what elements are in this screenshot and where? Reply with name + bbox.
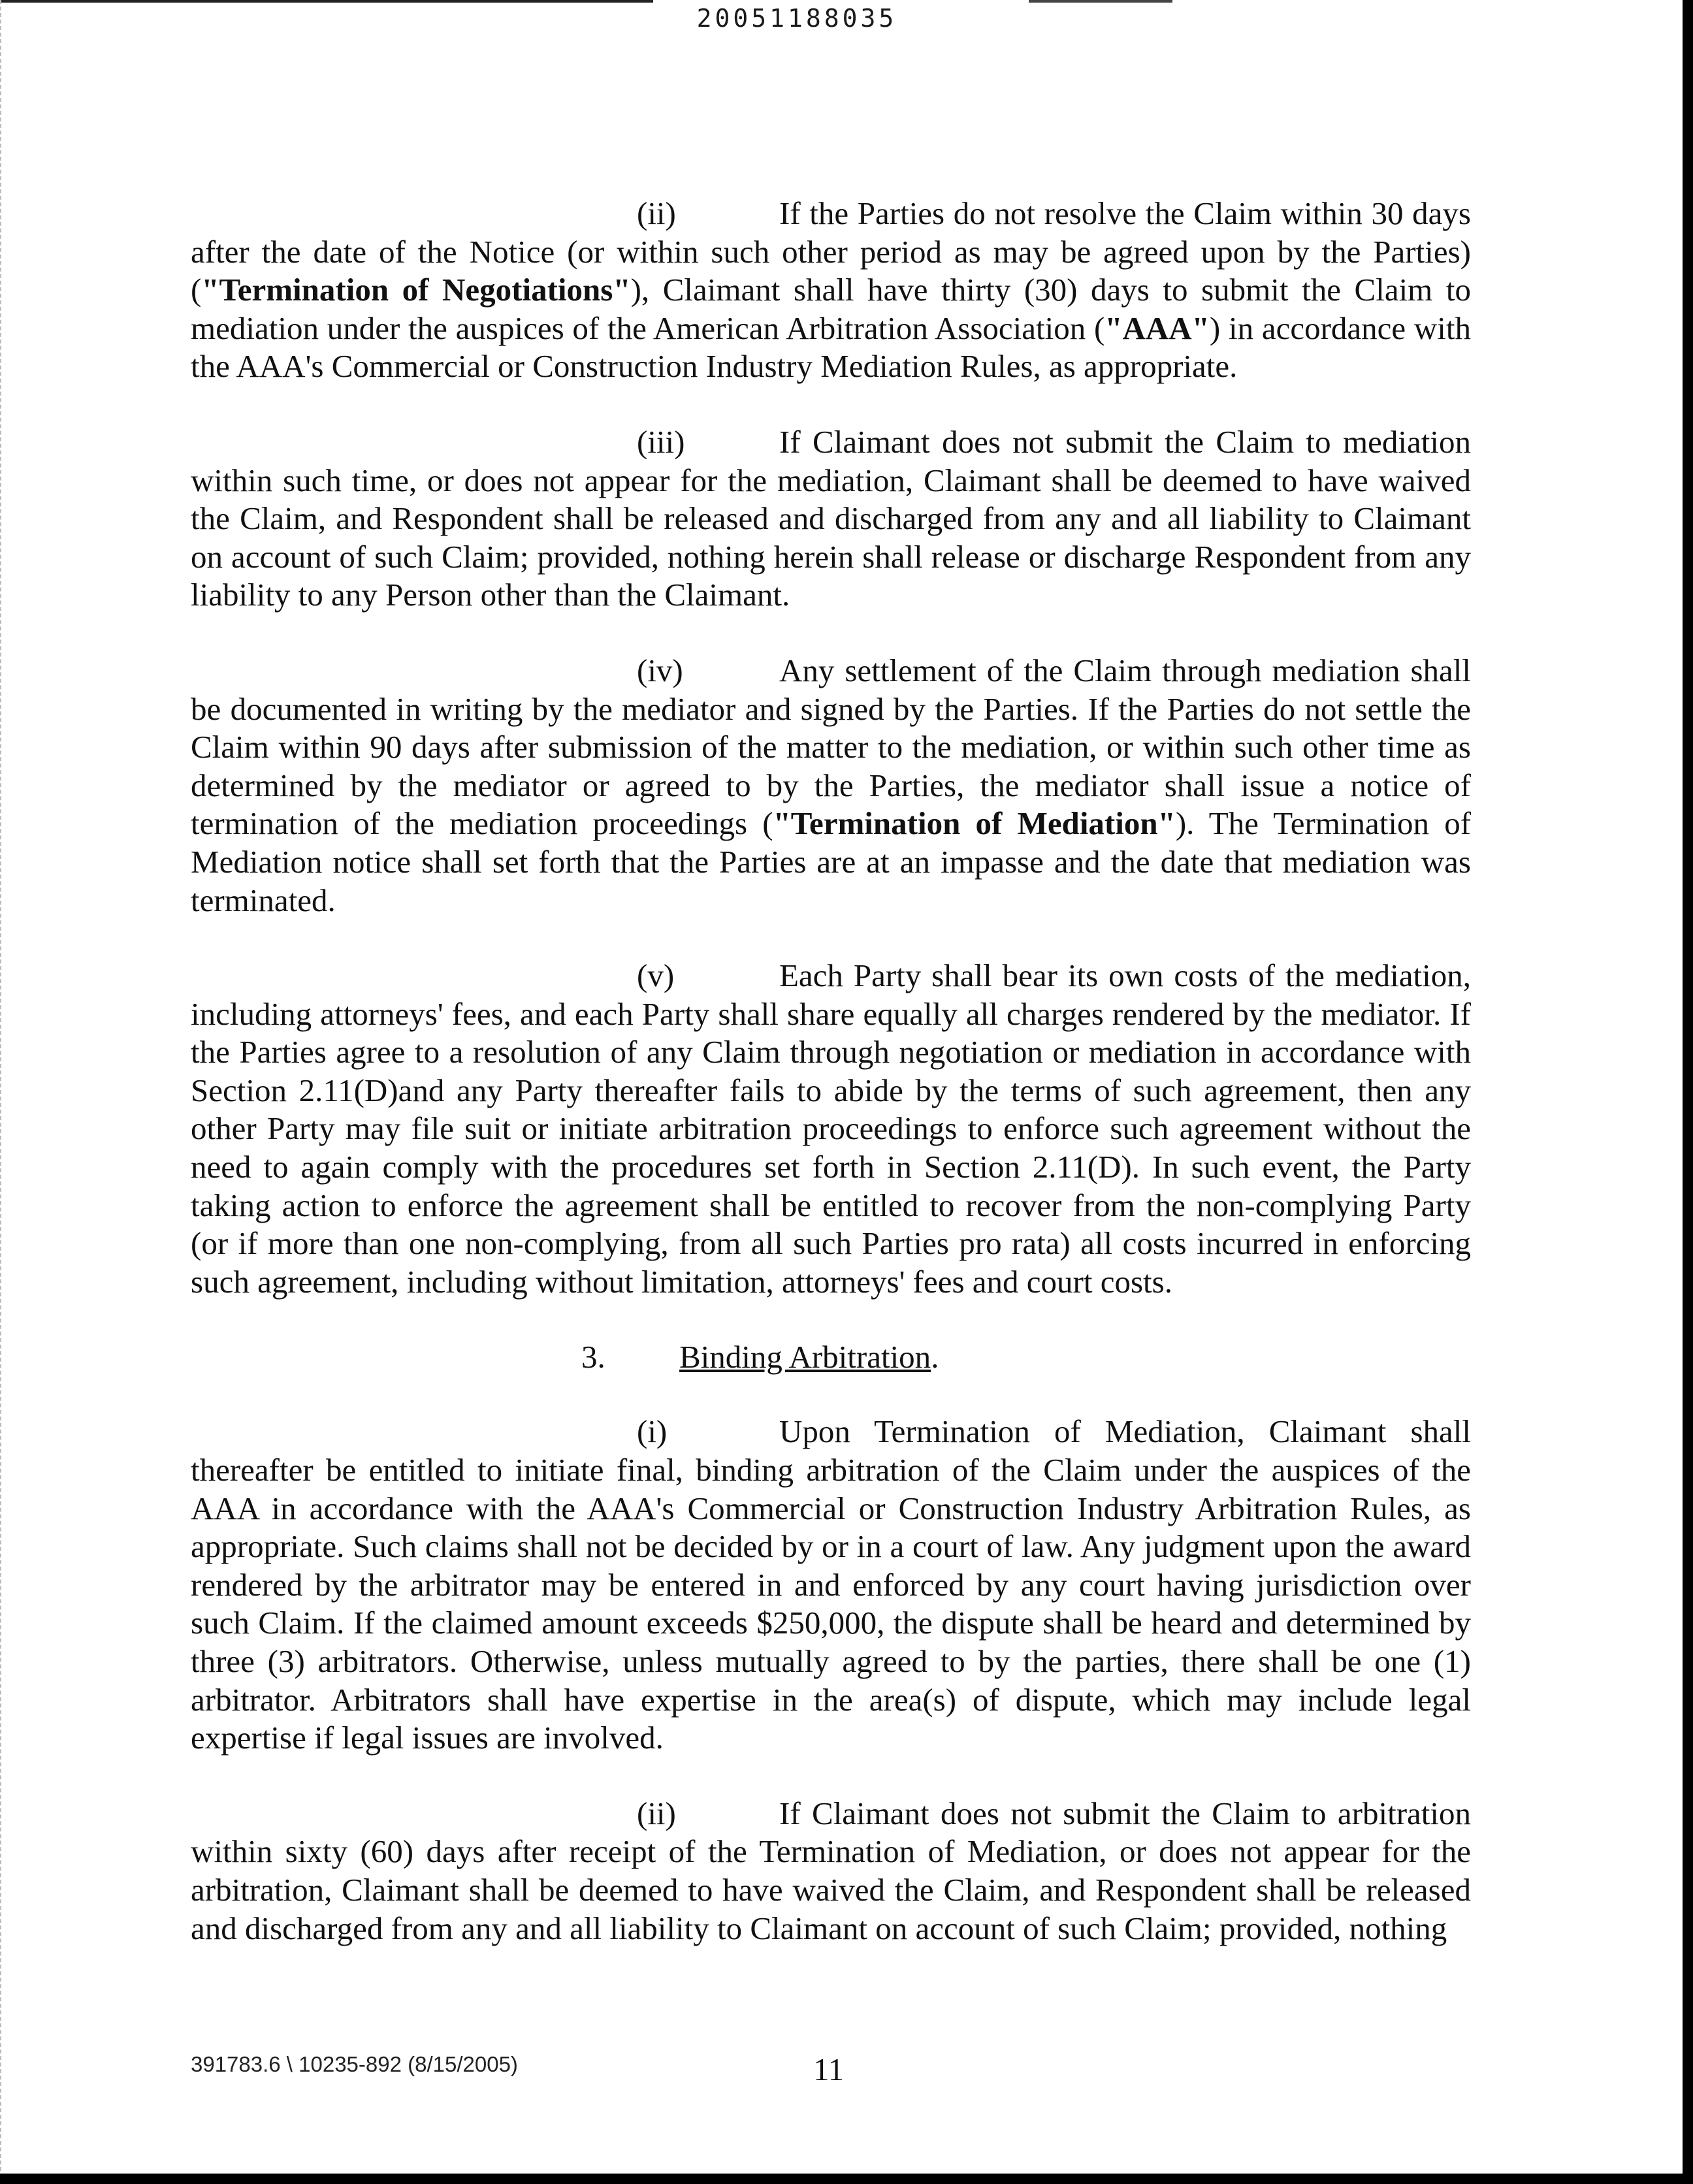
clause-text: Each Party shall bear its own costs of the mediation, including attorneys' fees, and each Party shall share equally all charges rendered by the mediator. If the Parties agree to a resolution of any Claim through negotiation or mediation in accordance with Section 2.11(D)and any Party thereafter fails to abide by the terms of such agreement, then any other Party may file suit or initiate arbitration proceedings to enforce such agreement without the need to again comply with the procedures set forth in Section 2.11(D). In such event, the Party taking action to enforce the agreement shall be entitled to recover from the non-complying Party (or if more than one non-complying, from all such Parties pro rata) all costs incurred in enforcing such agreement, including without limitation, attorneys' fees and court costs. bbox=[191, 957, 1471, 1300]
section-number: 3. bbox=[581, 1339, 605, 1375]
clause-text: Any settlement of the Claim through mediation shall be documented in writing by the mediator and signed by the Parties. If the Parties do not settle the Claim within 90 days after submission of the matter to the mediation, or within such other time as determined by the mediator or agreed to by the Parties, the mediator shall issue a notice of termination of the mediation proceedings ( bbox=[191, 652, 1471, 842]
scan-right-border bbox=[1683, 0, 1693, 2184]
scan-top-rule bbox=[0, 0, 653, 3]
scan-bottom-border bbox=[0, 2174, 1693, 2184]
clause-text: ), Claimant shall have thirty (30) days to submit the Claim to mediation under the auspices of the American Arbitration Association ( bbox=[191, 272, 1471, 346]
clause-text: If Claimant does not submit the Claim to arbitration within sixty (60) days after receipt of the Termination of Mediation, or does not appear for the arbitration, Claimant shall be deemed to have waived the Claim, and Respondent shall be released and discharged from any and all liability to Claimant on account of such Claim; provided, nothing bbox=[191, 1795, 1471, 1946]
document-number: 20051188035 bbox=[696, 4, 897, 33]
clause-paragraph bbox=[191, 1795, 1471, 1948]
section-heading bbox=[191, 1338, 1471, 1376]
clause-marker: (iii) bbox=[637, 423, 685, 460]
section-title-period: . bbox=[931, 1339, 939, 1375]
paragraph-group-mediation bbox=[191, 195, 1471, 1301]
clause-paragraph bbox=[191, 652, 1471, 920]
clause-marker: (iv) bbox=[637, 652, 683, 688]
clause-paragraph bbox=[191, 423, 1471, 615]
section-title: Binding Arbitration bbox=[679, 1339, 931, 1375]
clause-text: If Claimant does not submit the Claim to mediation within such time, or does not appear for the mediation, Claimant shall be deemed to have waived the Claim, and Respondent shall be released and discharged from any and all liability to Claimant on account of such Claim; provided, nothing herein shall release or discharge Respondent from any liability to any Person other than the Claimant. bbox=[191, 423, 1471, 613]
clause-marker: (ii) bbox=[637, 195, 676, 231]
clause-paragraph bbox=[191, 195, 1471, 386]
clause-text: Upon Termination of Mediation, Claimant shall thereafter be entitled to initiate final, binding arbitration of the Claim under the auspices of the AAA in accordance with the AAA's Commercial or Construction Industry Arbitration Rules, as appropriate. Such claims shall not be decided by or in a court of law. Any judgment upon the award rendered by the arbitrator may be entered in and enforced by any court having jurisdiction over such Claim. If the claimed amount exceeds $250,000, the dispute shall be heard and determined by three (3) arbitrators. Otherwise, unless mutually agreed to by the parties, there shall be one (1) arbitrator. Arbitrators shall have expertise in the area(s) of dispute, which may include legal expertise if legal issues are involved. bbox=[191, 1413, 1471, 1756]
paragraph-group-arbitration bbox=[191, 1413, 1471, 1948]
clause-text: If the Parties do not resolve the Claim within 30 days after the date of the Notice (or within such other period as may be agreed upon by the Parties) ( bbox=[191, 195, 1471, 308]
scan-left-edge bbox=[0, 0, 3, 2184]
clause-paragraph bbox=[191, 1413, 1471, 1757]
scan-top-rule-right bbox=[1029, 0, 1172, 3]
page-body bbox=[191, 195, 1471, 1985]
clause-paragraph bbox=[191, 957, 1471, 1301]
defined-term: "AAA" bbox=[1104, 310, 1210, 346]
clause-marker: (v) bbox=[637, 957, 675, 994]
clause-marker: (ii) bbox=[637, 1795, 676, 1831]
defined-term: "Termination of Negotiations" bbox=[201, 272, 631, 308]
page-number: 11 bbox=[813, 2051, 845, 2087]
footer-document-reference: 391783.6 \ 10235-892 (8/15/2005) bbox=[191, 2052, 518, 2076]
clause-marker: (i) bbox=[637, 1413, 668, 1450]
defined-term: "Termination of Mediation" bbox=[773, 805, 1176, 842]
clause-text: ). The Termination of Mediation notice shall set forth that the Parties are at an impasse and the date that mediation was terminated. bbox=[191, 805, 1472, 918]
clause-text: ) in accordance with the AAA's Commercial or Construction Industry Mediation Rules, as appropriate. bbox=[191, 310, 1472, 385]
